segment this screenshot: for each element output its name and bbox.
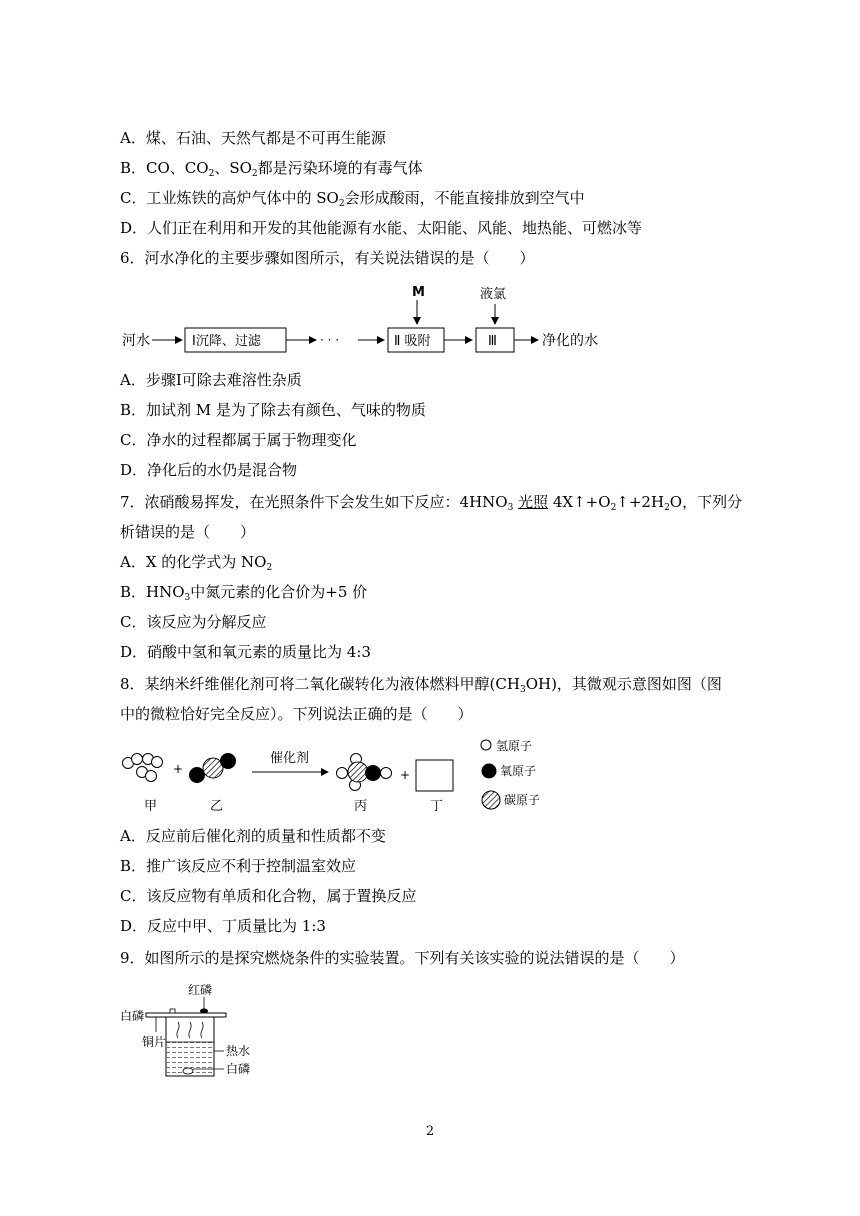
legend-hydrogen: 氢原子 (496, 739, 533, 753)
ellipsis: · · · (320, 333, 340, 347)
reagent-m-label: M (412, 285, 425, 300)
q7-option-b: B．$HNO_3$中氮元素的化合价为+5 价 (120, 583, 368, 603)
red-phosphorus-on-plate (200, 1009, 208, 1014)
red-phosphorus-label: 红磷 (188, 983, 213, 997)
page-number: 2 (425, 1124, 435, 1139)
copper-plate-label: 铜片 (142, 1035, 167, 1049)
copper-plate (146, 1013, 226, 1017)
q7-stem-cont: 析错误的是（ ） (120, 523, 256, 541)
plus-sign-1: + (173, 762, 184, 776)
liquid-chlorine-label: 液氯 (480, 287, 507, 302)
legend-carbon: 碳原子 (504, 793, 541, 807)
q7-option-a: A．X 的化学式为 $NO_2$ (120, 553, 273, 573)
q8-option-b: B．推广该反应不利于控制温室效应 (120, 857, 357, 875)
white-phosphorus-on-plate (170, 1009, 175, 1013)
q6-stem: 6．河水净化的主要步骤如图所示，有关说法错误的是（ ） (120, 249, 535, 267)
label-ding: 丁 (430, 799, 444, 814)
q6-option-d: D．净化后的水仍是混合物 (120, 461, 298, 479)
q6-option-b: B．加试剂 M 是为了除去有颜色、气味的物质 (120, 401, 426, 419)
combustion-apparatus-diagram (118, 980, 278, 1080)
atom-legend (481, 739, 540, 809)
legend-oxygen: 氧原子 (500, 764, 537, 778)
white-phosphorus-top-label: 白磷 (120, 1009, 145, 1023)
micro-reaction-diagram (118, 732, 568, 820)
q8-option-c: C．该反应物有单质和化合物，属于置换反应 (120, 887, 417, 905)
river-water-label: 河水 (122, 333, 150, 349)
water-purification-diagram (118, 282, 618, 356)
q5-option-a: A．煤、石油、天然气都是不可再生能源 (120, 129, 386, 147)
product-box (416, 760, 453, 791)
carbon-atom-legend-icon (482, 791, 500, 809)
q8-option-a: A．反应前后催化剂的质量和性质都不变 (120, 827, 386, 845)
q6-option-c: C．净水的过程都属于属于物理变化 (120, 431, 357, 449)
label-yi: 乙 (210, 799, 224, 814)
q6-option-a: A．步骤Ⅰ可除去难溶性杂质 (120, 371, 302, 389)
hot-water-label: 热水 (226, 1044, 251, 1058)
purified-water-label: 净化的水 (542, 333, 598, 349)
q5-option-b: B．CO、$CO_2$、$SO_2$都是污染环境的有毒气体 (120, 159, 423, 179)
q8-stem: 8．某纳米纤维催化剂可将二氧化碳转化为液体燃料甲醇$(CH_3OH)$，其微观示意图如图（图 (120, 675, 722, 695)
reaction-condition: 光照 (518, 493, 549, 511)
q7-stem: 7．浓硝酸易挥发，在光照条件下会发生如下反应：$4HNO_3$ 光照 $4X↑+O_2↑+2H_2O$，下列分 (120, 493, 743, 513)
label-bing: 丙 (354, 799, 368, 814)
q5-option-c: C．工业炼铁的高炉气体中的 $SO_2$会形成酸雨，不能直接排放到空气中 (120, 189, 585, 209)
q9-stem: 9．如图所示的是探究燃烧条件的实验装置。下列有关该实验的说法错误的是（ ） (120, 949, 685, 967)
plus-sign-2: + (400, 768, 411, 782)
carbon-dioxide-molecule (189, 753, 236, 783)
q8-option-d: D．反应中甲、丁质量比为 1:3 (120, 917, 326, 935)
hydrogen-atom-legend-icon (481, 740, 491, 750)
step1-label: Ⅰ沉降、过滤 (192, 334, 261, 349)
label-jia: 甲 (144, 799, 158, 814)
q7-option-d: D．硝酸中氢和氧元素的质量比为 4:3 (120, 643, 371, 661)
oxygen-atom-legend-icon (482, 764, 497, 779)
methanol-molecule (337, 754, 392, 791)
q5-option-d: D．人们正在利用和开发的其他能源有水能、太阳能、风能、地热能、可燃冰等 (120, 219, 643, 237)
catalyst-label: 催化剂 (270, 751, 310, 766)
hydrogen-molecules (123, 754, 163, 782)
step3-label: Ⅲ (488, 334, 497, 349)
white-phosphorus-bottom-label: 白磷 (226, 1062, 251, 1076)
q7-option-c: C．该反应为分解反应 (120, 613, 267, 631)
white-phosphorus-in-water (183, 1068, 193, 1074)
q8-stem-cont: 中的微粒恰好完全反应）。下列说法正确的是（ ） (120, 705, 473, 723)
step2-label: Ⅱ 吸附 (394, 334, 431, 349)
